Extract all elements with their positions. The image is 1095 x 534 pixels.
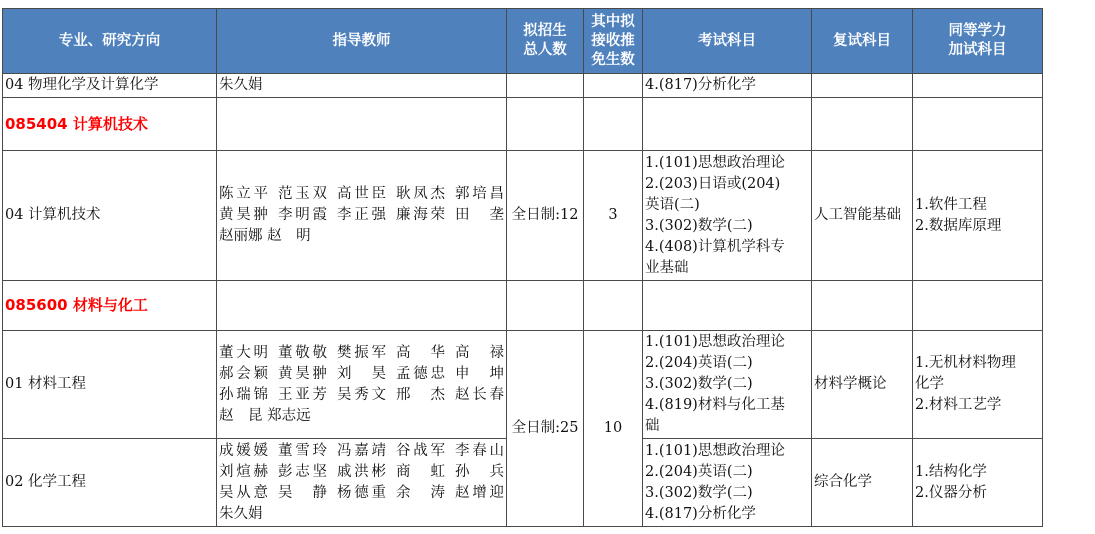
- exam-line: 1.(101)思想政治理论: [645, 334, 785, 350]
- direction-cell: 04 物理化学及计算化学: [3, 74, 217, 98]
- exam-line: 3.(302)数学(二): [645, 484, 753, 501]
- empty-cell: [217, 281, 507, 331]
- exempt-cell: 10: [584, 331, 643, 527]
- exempt-cell: [584, 74, 643, 98]
- extra-cell: [913, 439, 1043, 527]
- advisor-line: 孙瑞锦 王亚芳 吴秀文 邢 杰 赵长春: [219, 386, 504, 403]
- exam-line: 2.(203)日语或(204): [645, 175, 781, 192]
- advisor-line: 陈立平 范玉双 高世臣 耿凤杰 郭培昌: [219, 186, 504, 202]
- extra-line: 化学: [915, 376, 944, 392]
- table-row: [3, 331, 1043, 439]
- total-cell: [507, 74, 584, 98]
- exam-line: 英语(二): [645, 196, 700, 213]
- retest-cell: 材料学概论: [812, 331, 913, 439]
- total-cell: 全日制:12: [507, 151, 584, 281]
- advisor-line: 赵 昆 郑志远: [219, 407, 311, 424]
- empty-cell: [584, 98, 643, 151]
- exam-line: 2.(204)英语(二): [645, 355, 753, 371]
- empty-cell: [643, 281, 812, 331]
- exam-line: 3.(302)数学(二): [645, 376, 753, 392]
- advisor-cell: 朱久娟: [217, 74, 507, 98]
- exam-line: 3.(302)数学(二): [645, 217, 753, 234]
- advisor-cell: [217, 439, 507, 527]
- header-advisors: 指导教师: [217, 9, 507, 74]
- exam-line: 4.(819)材料与化工基: [645, 397, 785, 413]
- exam-line: 1.(101)思想政治理论: [645, 442, 785, 459]
- empty-cell: [584, 281, 643, 331]
- direction-cell: 01 材料工程: [3, 331, 217, 439]
- empty-cell: [643, 98, 812, 151]
- extra-cell: [913, 74, 1043, 98]
- extra-line: 2.材料工艺学: [915, 397, 1002, 413]
- header-total-line: 总人数: [523, 42, 567, 58]
- extra-line: 2.仪器分析: [915, 484, 987, 501]
- header-total-line: 拟招生: [523, 23, 567, 39]
- admissions-table: [2, 8, 1043, 527]
- empty-cell: [812, 281, 913, 331]
- empty-cell: [913, 281, 1043, 331]
- extra-cell: [913, 331, 1043, 439]
- header-exempt-line: 免生数: [591, 51, 635, 68]
- empty-cell: [507, 281, 584, 331]
- exam-cell: 4.(817)分析化学: [643, 74, 812, 98]
- exam-line: 2.(204)英语(二): [645, 463, 753, 480]
- extra-line: 1.软件工程: [915, 196, 987, 213]
- table-row: [3, 151, 1043, 281]
- header-extra: [913, 9, 1043, 74]
- empty-cell: [217, 98, 507, 151]
- section-title: 085404 计算机技术: [3, 98, 217, 151]
- exam-line: 4.(408)计算机学科专: [645, 238, 785, 255]
- advisor-line: 董大明 董敬敬 樊振军 高 华 高 禄: [219, 344, 504, 361]
- advisor-line: 郝会颖 黄昊翀 刘 昊 孟德忠 申 坤: [219, 365, 504, 382]
- section-row: [3, 98, 1043, 151]
- header-exempt-line: 接收推: [591, 32, 635, 49]
- advisor-line: 刘煊赫 彭志坚 戚洪彬 商 虹 孙 兵: [219, 463, 504, 480]
- advisor-cell: [217, 331, 507, 439]
- retest-cell: 人工智能基础: [812, 151, 913, 281]
- retest-cell: 综合化学: [812, 439, 913, 527]
- header-extra-line: 加试科目: [948, 42, 1007, 58]
- table-row: [3, 74, 1043, 98]
- empty-cell: [812, 98, 913, 151]
- advisor-line: 黄昊翀 李明霞 李正强 廉海荣 田 垄: [219, 207, 504, 223]
- advisor-line: 吴从意 吴 静 杨德重 余 涛 赵增迎: [219, 484, 504, 501]
- header-row: [3, 9, 1043, 74]
- extra-line: 1.结构化学: [915, 463, 987, 480]
- advisor-line: 成媛媛 董雪玲 冯嘉靖 谷战军 李春山: [219, 442, 504, 459]
- direction-cell: 02 化学工程: [3, 439, 217, 527]
- exam-line: 1.(101)思想政治理论: [645, 154, 785, 171]
- advisor-line: 赵丽娜 赵 明: [219, 228, 311, 244]
- advisor-line: 朱久娟: [219, 505, 263, 522]
- exam-cell: [643, 331, 812, 439]
- exam-line: 础: [645, 418, 660, 434]
- exam-line: 4.(817)分析化学: [645, 505, 756, 522]
- exam-cell: [643, 439, 812, 527]
- extra-cell: [913, 151, 1043, 281]
- section-row: [3, 281, 1043, 331]
- advisor-cell: [217, 151, 507, 281]
- empty-cell: [913, 98, 1043, 151]
- header-exam: 考试科目: [643, 9, 812, 74]
- extra-line: 1.无机材料物理: [915, 355, 1016, 371]
- header-exempt-line: 其中拟: [591, 13, 635, 30]
- direction-cell: 04 计算机技术: [3, 151, 217, 281]
- header-extra-line: 同等学力: [948, 23, 1007, 39]
- header-retest: 复试科目: [812, 9, 913, 74]
- total-cell: 全日制:25: [507, 331, 584, 527]
- exam-cell: [643, 151, 812, 281]
- extra-line: 2.数据库原理: [915, 217, 1002, 234]
- header-exempt: [584, 9, 643, 74]
- empty-cell: [507, 98, 584, 151]
- header-major: 专业、研究方向: [3, 9, 217, 74]
- exam-line: 业基础: [645, 259, 689, 276]
- exempt-cell: 3: [584, 151, 643, 281]
- header-total: [507, 9, 584, 74]
- section-title: 085600 材料与化工: [3, 281, 217, 331]
- retest-cell: [812, 74, 913, 98]
